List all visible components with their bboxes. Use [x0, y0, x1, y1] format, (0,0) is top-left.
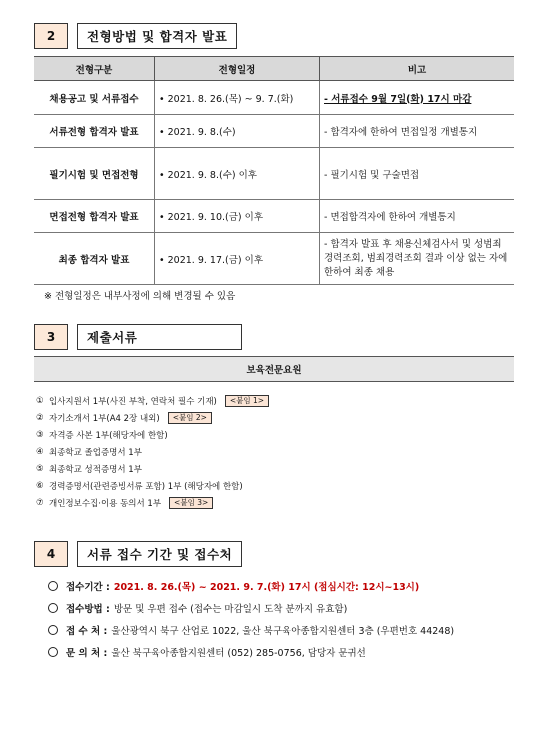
info-label: 접 수 처 :: [66, 626, 108, 637]
item-marker: ②: [36, 412, 44, 423]
item-text: 최종학교 성적증명서 1부: [49, 464, 142, 475]
info-label: 접수기간 :: [66, 582, 110, 593]
section-3-header: [34, 324, 242, 350]
info-label: 접수방법 :: [66, 604, 110, 615]
item-text: 자격증 사본 1부(해당자에 한함): [49, 430, 168, 441]
circle-bullet-icon: [48, 647, 58, 657]
column-header-remark: 비고: [320, 57, 515, 81]
documents-header: 보육전문요원: [34, 356, 514, 382]
section-title: 제출서류: [77, 324, 242, 350]
item-marker: ⑦: [36, 497, 44, 508]
list-item: [36, 494, 269, 511]
item-marker: ③: [36, 429, 44, 440]
item-marker: ⑥: [36, 480, 44, 491]
item-marker: ④: [36, 446, 44, 457]
list-item: [36, 460, 269, 477]
info-row-period: [48, 578, 419, 594]
table-row: [34, 81, 514, 115]
stage-cell: 면접전형 합격자 발표: [34, 200, 155, 233]
info-row-method: [48, 600, 347, 616]
remark-cell: - 면접합격자에 한하여 개별통지: [320, 200, 515, 233]
schedule-cell: • 2021. 9. 17.(금) 이후: [155, 233, 320, 285]
item-marker: ⑤: [36, 463, 44, 474]
section-4-header: [34, 541, 242, 567]
remark-cell: - 합격자에 한하여 면접일정 개별통지: [320, 115, 515, 148]
table-row: [34, 115, 514, 148]
attachment-tag: <붙임 1>: [225, 395, 269, 407]
list-item: [36, 426, 269, 443]
item-text: 최종학교 졸업증명서 1부: [49, 447, 142, 458]
remark-cell: - 서류접수 9월 7일(화) 17시 마감: [320, 81, 515, 115]
schedule-cell: • 2021. 8. 26.(목) ~ 9. 7.(화): [155, 81, 320, 115]
stage-cell: 필기시험 및 면접전형: [34, 148, 155, 200]
list-item: [36, 409, 269, 426]
item-text: 경력증명서(관련증빙서류 포함) 1부 (해당자에 한함): [49, 481, 243, 492]
info-value: 2021. 8. 26.(목) ~ 2021. 9. 7.(화) 17시 (점심시간: 12시~13시): [113, 582, 420, 593]
schedule-cell: • 2021. 9. 8.(수): [155, 115, 320, 148]
section-2-header: [34, 23, 237, 49]
attachment-tag: <붙임 2>: [168, 412, 212, 424]
section-number: 4: [34, 541, 68, 567]
info-row-place: [48, 622, 454, 638]
column-header-schedule: 전형일정: [155, 57, 320, 81]
schedule-table: [34, 56, 514, 285]
table-row: [34, 148, 514, 200]
info-value: 방문 및 우편 접수 (접수는 마감일시 도착 분까지 유효함): [113, 604, 348, 615]
item-marker: ①: [36, 395, 44, 406]
info-value: 울산 북구육아종합지원센터 (052) 285-0756, 담당자 문귀선: [111, 648, 366, 659]
remark-cell: - 필기시험 및 구술면접: [320, 148, 515, 200]
info-row-contact: [48, 644, 366, 660]
list-item: [36, 392, 269, 409]
item-text: 자기소개서 1부(A4 2장 내외): [49, 413, 160, 424]
documents-list: [36, 392, 269, 511]
info-label: 문 의 처 :: [66, 648, 108, 659]
stage-cell: 서류전형 합격자 발표: [34, 115, 155, 148]
item-text: 입사지원서 1부(사진 부착, 연락처 필수 기재): [49, 396, 217, 407]
section-number: 3: [34, 324, 68, 350]
section-title: 전형방법 및 합격자 발표: [77, 23, 237, 49]
attachment-tag: <붙임 3>: [169, 497, 213, 509]
remark-cell: - 합격자 발표 후 채용신체검사서 및 성범죄 경력조회, 범죄경력조회 결과 이상 없는 자에 한하여 최종 채용: [320, 233, 515, 285]
circle-bullet-icon: [48, 625, 58, 635]
item-text: 개인정보수집·이용 동의서 1부: [49, 498, 162, 509]
schedule-cell: • 2021. 9. 10.(금) 이후: [155, 200, 320, 233]
table-row: [34, 200, 514, 233]
stage-cell: 최종 합격자 발표: [34, 233, 155, 285]
circle-bullet-icon: [48, 603, 58, 613]
info-value: 울산광역시 북구 산업로 1022, 울산 북구육아종합지원센터 3층 (우편번호 44248): [111, 626, 455, 637]
section-number: 2: [34, 23, 68, 49]
schedule-cell: • 2021. 9. 8.(수) 이후: [155, 148, 320, 200]
stage-cell: 채용공고 및 서류접수: [34, 81, 155, 115]
list-item: [36, 477, 269, 494]
column-header-stage: 전형구분: [34, 57, 155, 81]
list-item: [36, 443, 269, 460]
schedule-note: ※ 전형일정은 내부사정에 의해 변경될 수 있음: [44, 291, 236, 302]
table-row: [34, 233, 514, 285]
section-title: 서류 접수 기간 및 접수처: [77, 541, 242, 567]
circle-bullet-icon: [48, 581, 58, 591]
